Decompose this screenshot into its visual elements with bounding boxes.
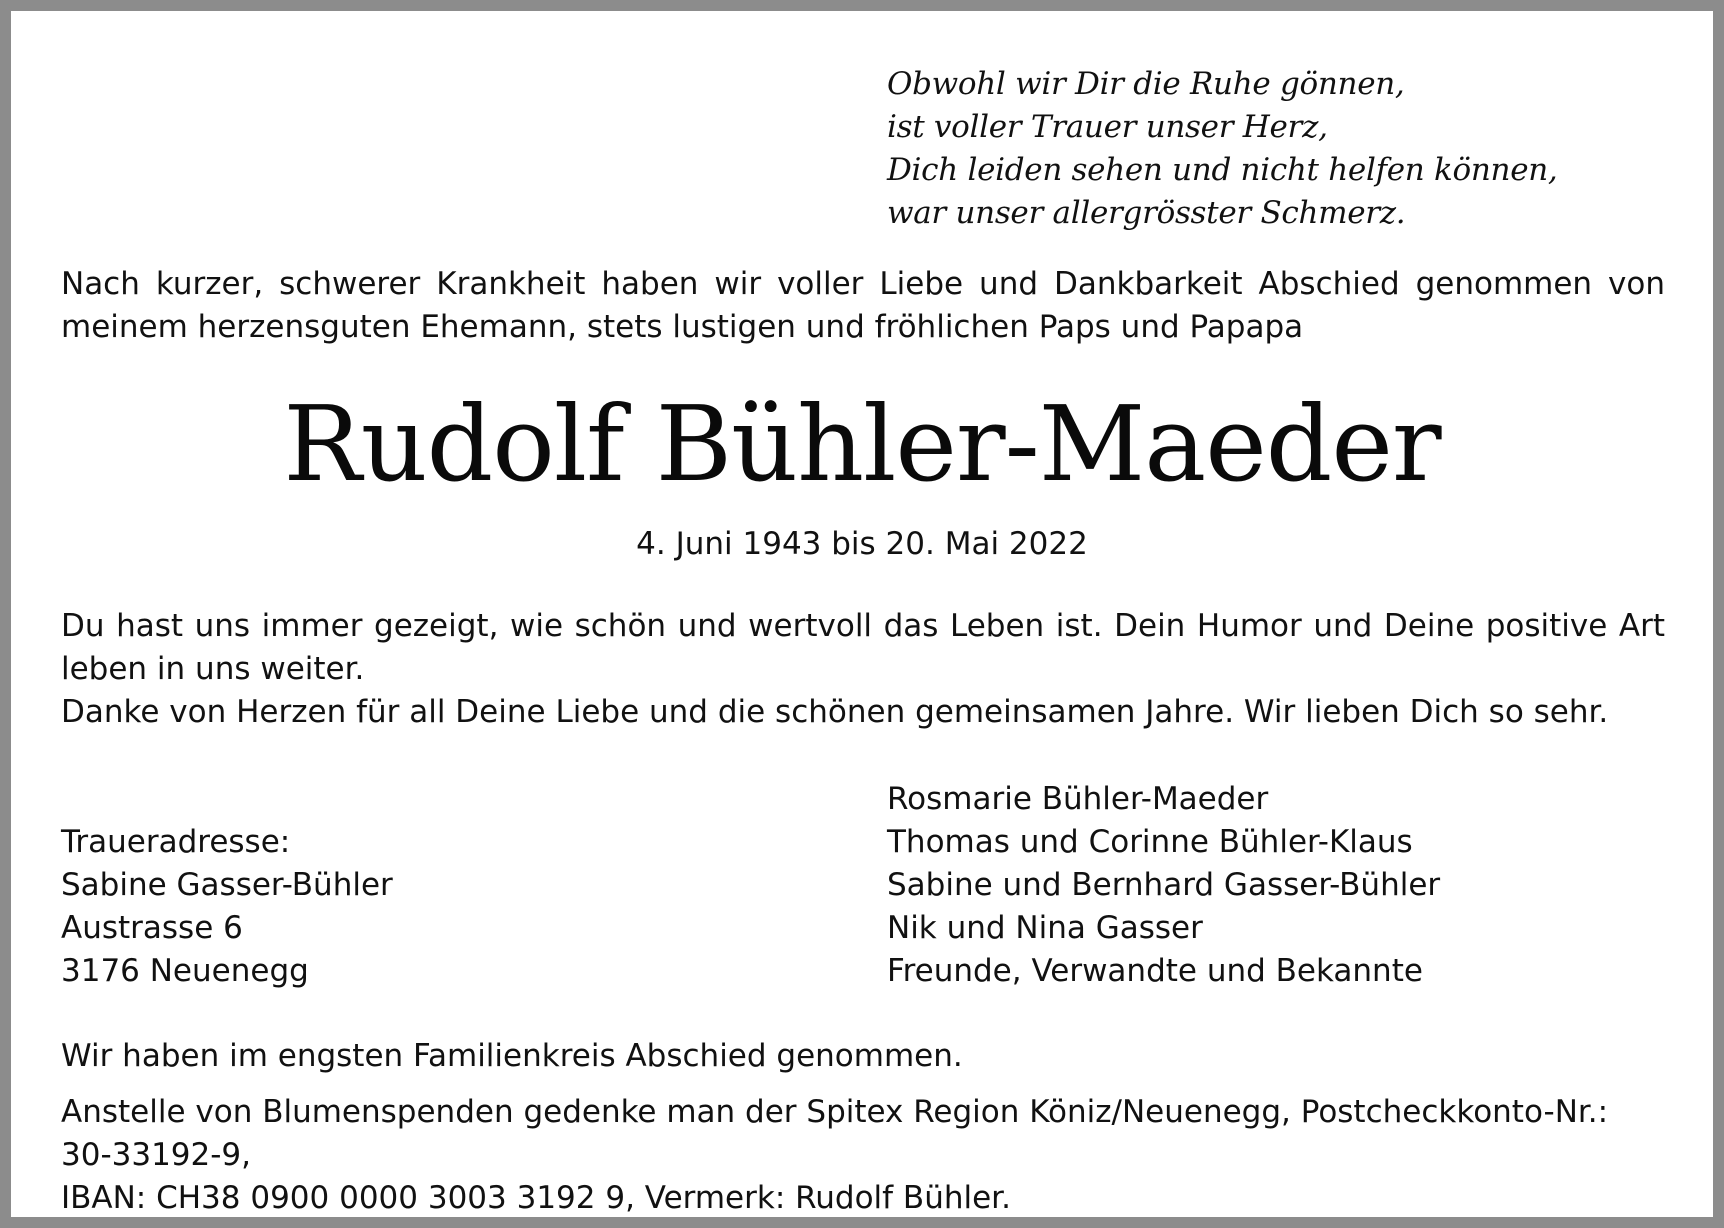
mourning-address <box>61 821 393 993</box>
address-name: Sabine Gasser-Bühler <box>61 867 393 903</box>
address-label: Traueradresse: <box>61 824 291 860</box>
donation-line: Anstelle von Blumenspenden gedenke man der Spitex Region Köniz/Neuenegg, Postcheckkonto-Nr.: 30-33192-9, <box>61 1094 1609 1173</box>
poem-line: ist voller Trauer unser Herz, <box>887 109 1328 145</box>
deceased-name: Rudolf Bühler-Maeder <box>283 383 1441 505</box>
mourners-list <box>887 778 1440 993</box>
obituary-notice <box>11 11 1713 1217</box>
tribute-life-paragraph: Du hast uns immer gezeigt, wie schön und wertvoll das Leben ist. Dein Humor und Deine positive Art leben in uns weiter. <box>61 608 1665 687</box>
poem-line: Obwohl wir Dir die Ruhe gönnen, <box>887 66 1405 102</box>
family-farewell-note: Wir haben im engsten Familienkreis Abschied genommen. <box>61 1038 963 1074</box>
donation-note <box>61 1091 1665 1220</box>
address-city: 3176 Neuenegg <box>61 953 309 989</box>
tribute-thanks-paragraph: Danke von Herzen für all Deine Liebe und die schönen gemeinsamen Jahre. Wir lieben Dich so sehr. <box>61 694 1609 730</box>
intro-paragraph: Nach kurzer, schwerer Krankheit haben wir voller Liebe und Dankbarkeit Abschied genommen von meinem herzensguten Ehemann, stets lustigen und fröhlichen Paps und Papapa <box>61 266 1665 345</box>
donation-line: IBAN: CH38 0900 0000 3003 3192 9, Vermerk: Rudolf Bühler. <box>61 1180 1011 1216</box>
mourner-entry: Freunde, Verwandte und Bekannte <box>887 953 1423 989</box>
memorial-poem <box>887 63 1557 235</box>
mourner-entry: Thomas und Corinne Bühler-Klaus <box>887 824 1413 860</box>
mourner-entry: Rosmarie Bühler-Maeder <box>887 781 1269 817</box>
life-dates: 4. Juni 1943 bis 20. Mai 2022 <box>636 526 1088 562</box>
poem-line: war unser allergrösster Schmerz. <box>887 195 1406 231</box>
mourner-entry: Sabine und Bernhard Gasser-Bühler <box>887 867 1441 903</box>
mourner-entry: Nik und Nina Gasser <box>887 910 1203 946</box>
address-street: Austrasse 6 <box>61 910 243 946</box>
poem-line: Dich leiden sehen und nicht helfen können, <box>887 152 1558 188</box>
